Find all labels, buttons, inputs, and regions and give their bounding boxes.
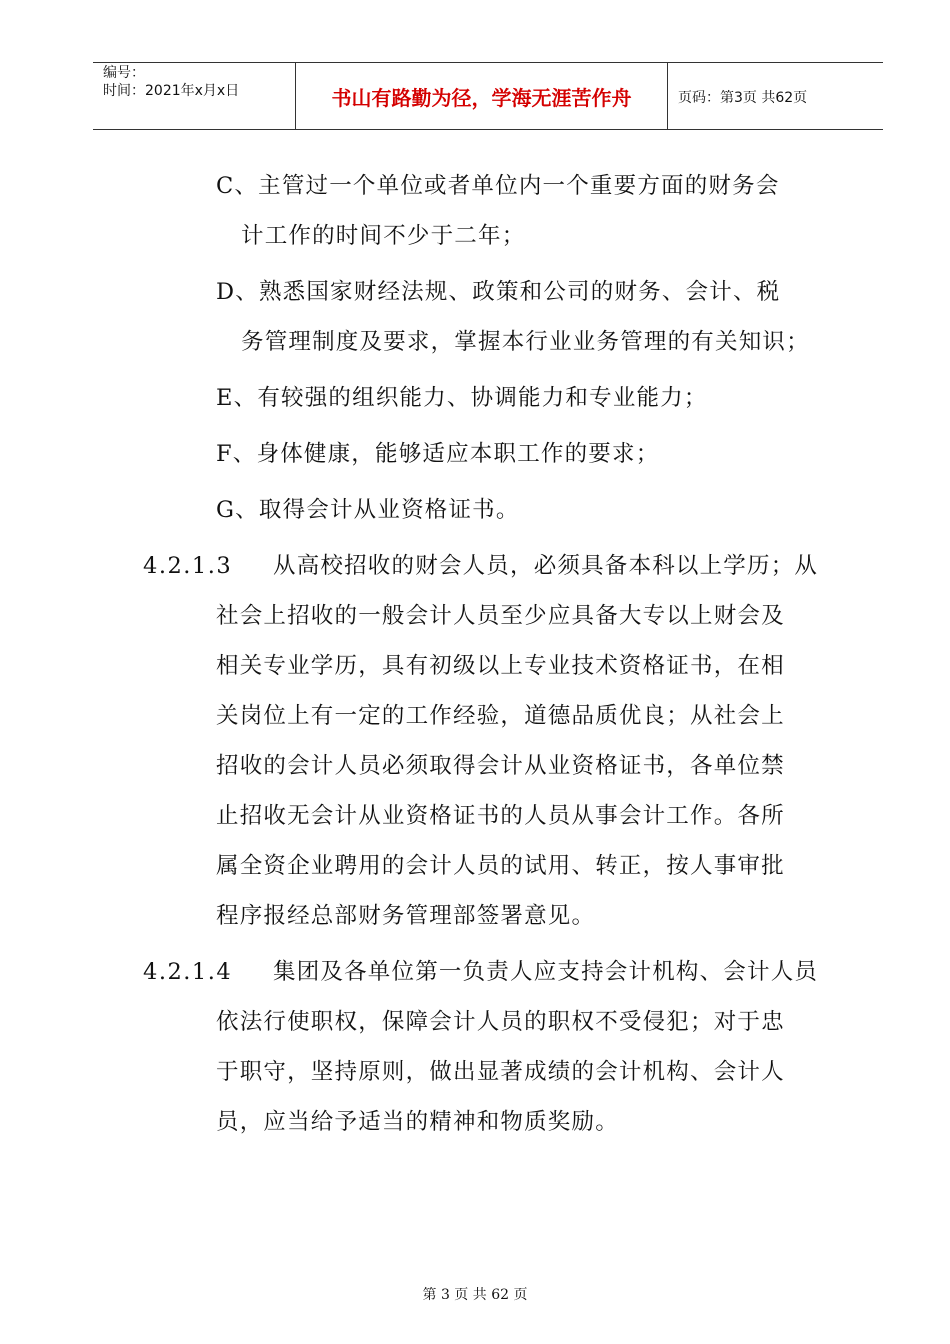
section-number-4214: 4.2.1.4 xyxy=(143,959,233,985)
section-4213-line-5: 招收的会计人员必须取得会计从业资格证书，各单位禁 xyxy=(216,753,785,779)
header-divider-right xyxy=(667,62,668,130)
section-4214-line-1: 集团及各单位第一负责人应支持会计机构、会计人员 xyxy=(273,959,819,985)
section-4214-line-2: 依法行使职权，保障会计人员的职权不受侵犯；对于忠 xyxy=(216,1009,785,1035)
item-c-line-2: 计工作的时间不少于二年； xyxy=(241,223,526,249)
section-4213-line-1: 从高校招收的财会人员，必须具备本科以上学历；从 xyxy=(273,553,819,579)
section-4213-line-4: 关岗位上有一定的工作经验，道德品质优良；从社会上 xyxy=(216,703,785,729)
section-4214-line-3: 于职守，坚持原则，做出显著成绩的会计机构、会计人 xyxy=(216,1059,785,1085)
item-f: F、身体健康，能够适应本职工作的要求； xyxy=(216,441,660,467)
section-4213-line-6: 止招收无会计从业资格证书的人员从事会计工作。各所 xyxy=(216,803,785,829)
item-c-line-1: C、主管过一个单位或者单位内一个重要方面的财务会 xyxy=(216,173,780,199)
section-4213-line-2: 社会上招收的一般会计人员至少应具备大专以上财会及 xyxy=(216,603,785,629)
header-meta xyxy=(103,64,239,100)
header-top-rule xyxy=(93,62,883,63)
serial-label: 编号： xyxy=(103,65,145,81)
section-4213-line-3: 相关专业学历，具有初级以上专业技术资格证书，在相 xyxy=(216,653,785,679)
section-4213-line-7: 属全资企业聘用的会计人员的试用、转正，按人事审批 xyxy=(216,853,785,879)
footer-page-number: 第 3 页 共 62 页 xyxy=(422,1287,528,1303)
item-d-line-1: D、熟悉国家财经法规、政策和公司的财务、会计、税 xyxy=(216,279,781,305)
item-g: G、取得会计从业资格证书。 xyxy=(216,497,520,523)
section-4214-line-4: 员，应当给予适当的精神和物质奖励。 xyxy=(216,1109,619,1135)
time-label: 时间：2021年x月x日 xyxy=(103,83,240,99)
header-motto: 书山有路勤为径，学海无涯苦作舟 xyxy=(331,86,632,110)
item-d-line-2: 务管理制度及要求，掌握本行业业务管理的有关知识； xyxy=(241,329,810,355)
header-page-info: 页码：第3页 共62页 xyxy=(678,90,808,106)
section-4213-line-8: 程序报经总部财务管理部签署意见。 xyxy=(216,903,596,929)
header-bottom-rule xyxy=(93,129,883,130)
section-number-4213: 4.2.1.3 xyxy=(143,553,233,579)
item-e: E、有较强的组织能力、协调能力和专业能力； xyxy=(216,385,708,411)
